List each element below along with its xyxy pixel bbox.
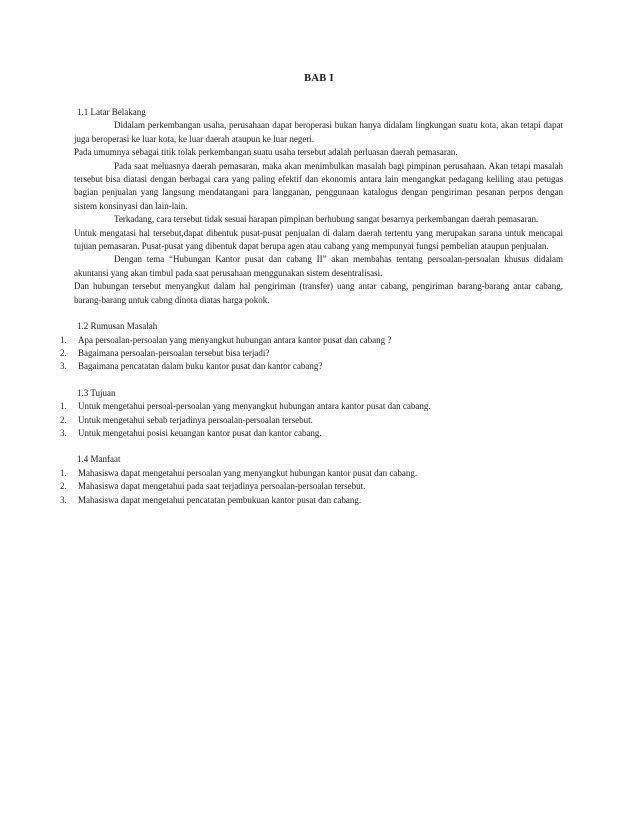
list-number: 3. bbox=[60, 494, 67, 505]
paragraph: Dengan tema “Hubungan Kantor pusat dan cabang II” akan membahas tentang persoalan-persoalan khusus didalam akuntansi yang akan timbul pada saat perusahaan menggunakan sistem desentralisasi. bbox=[74, 254, 563, 278]
list-item bbox=[60, 334, 563, 347]
list-number: 1. bbox=[60, 467, 67, 478]
list-item bbox=[60, 347, 563, 360]
list-number: 2. bbox=[60, 414, 67, 425]
list-number: 3. bbox=[60, 427, 67, 438]
list-item-text: Untuk mengetahui persoal-persoalan yang menyangkut hubungan antara kantor pusat dan cabang. bbox=[78, 401, 431, 412]
list-item-text: Untuk mengetahui posisi keuangan kantor pusat dan kantor cabang. bbox=[78, 427, 322, 438]
paragraph: Terkadang, cara tersebut tidak sesuai harapan pimpinan berhubung sangat besarnya perkembangan daerah pemasaran. bbox=[114, 214, 539, 225]
paragraph: Dan hubungan tersebut menyangkut dalam hal pengiriman (transfer) uang antar cabang, pengiriman barang-barang antar cabang, barang-barang untuk cabng dinota diatas harga pokok. bbox=[74, 281, 563, 305]
section-heading-manfaat: 1.4 Manfaat bbox=[77, 454, 121, 465]
paragraph: Untuk mengatasi hal tersebut,dapat dibentuk pusat-pusat penjualan di dalam daerah tertentu yang merupakan sarana untuk mencapai tujuan pemasaran. Pusat-pusat yang dibentuk dapat berupa agen atau cabang yang mempunyai fungsi pembelian ataupun penjualan. bbox=[74, 227, 563, 252]
list-number: 2. bbox=[60, 481, 67, 492]
document-body bbox=[60, 106, 563, 507]
list-item-text: Mahasiswa dapat mengetahui pencatatan pembukuan kantor pusat dan cabang. bbox=[78, 494, 362, 505]
tujuan-list bbox=[60, 400, 563, 440]
section-heading-tujuan: 1.3 Tujuan bbox=[77, 387, 116, 398]
list-item bbox=[60, 427, 563, 440]
list-item bbox=[60, 467, 563, 480]
list-item-text: Mahasiswa dapat mengetahui persoalan yang menyangkut hubungan kantor pusat dan cabang. bbox=[78, 467, 418, 478]
section-heading-rumusan-masalah: 1.2 Rumusan Masalah bbox=[77, 321, 158, 332]
chapter-title: BAB I bbox=[304, 73, 334, 84]
list-item-text: Bagaimana pencatatan dalam buku kantor pusat dan kantor cabang? bbox=[78, 361, 323, 372]
list-item bbox=[60, 494, 563, 507]
list-item bbox=[60, 360, 563, 373]
list-item-text: Untuk mengetahui sebab terjadinya persoalan-persoalan tersebut. bbox=[78, 414, 313, 425]
manfaat-list bbox=[60, 467, 563, 507]
list-item-text: Mahasiswa dapat mengetahui pada saat terjadinya persoalan-persoalan tersebut. bbox=[78, 481, 366, 492]
list-number: 1. bbox=[60, 334, 67, 345]
list-item bbox=[60, 400, 563, 413]
paragraph: Pada umumnya sebagai titik tolak perkembangan suatu usaha tersebut adalah perluasan daerah pemasaran. bbox=[74, 147, 458, 158]
paragraph: Pada saat meluasnya daerah pemasaran, maka akan menimbulkan masalah bagi pimpinan perusahaan. Akan tetapi masalah tersebut bisa diatasi dengan berbagai cara yang paling efektif dan ekonomis antara lain mengangkat pedagang keliling atau petugas bagian penjualan yang langsung mendatangani para langganan, penggunaan katalogus dengan pengiriman pesanan perpos dengan sistem konsinyasi dan lain-lain. bbox=[74, 160, 563, 211]
list-item-text: Apa persoalan-persoalan yang menyangkut hubungan antara kantor pusat dan cabang ? bbox=[78, 334, 392, 345]
section-heading-latar-belakang: 1.1 Latar Belakang bbox=[77, 107, 146, 117]
list-number: 2. bbox=[60, 347, 67, 358]
list-number: 3. bbox=[60, 361, 67, 372]
list-item-text: Bagaimana persoalan-persoalan tersebut bisa terjadi? bbox=[78, 347, 270, 358]
list-item bbox=[60, 480, 563, 493]
list-item bbox=[60, 414, 563, 427]
rumusan-list bbox=[60, 334, 563, 374]
paragraph: Didalam perkembangan usaha, perusahaan dapat beroperasi bukan hanya didalam lingkungan suatu kota, akan tetapi dapat juga beroperasi ke luar kota, ke luar daerah ataupun ke luar negeri. bbox=[74, 120, 563, 144]
list-number: 1. bbox=[60, 401, 67, 412]
